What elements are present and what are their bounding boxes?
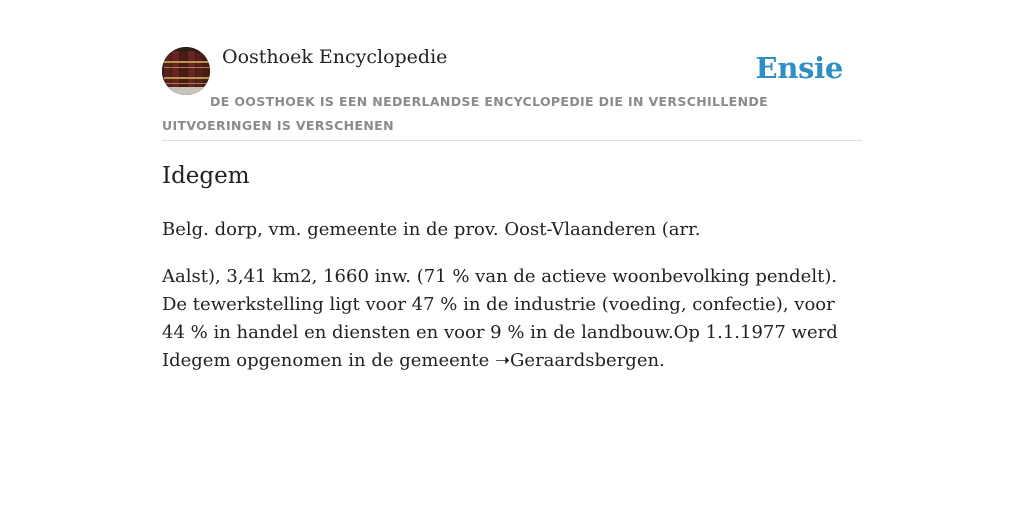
page (162, 0, 862, 512)
site-tagline: DE OOSTHOEK IS EEN NEDERLANDSE ENCYCLOPEDIE DIE IN VERSCHILLENDE UITVOERINGEN IS VERSCHENEN (162, 94, 768, 133)
article-paragraph-2 (162, 263, 862, 375)
header (162, 0, 862, 141)
brand-logo[interactable]: Ensie (755, 51, 843, 85)
paragraph-2-text: Aalst), 3,41 km2, 1660 inw. (71 % van de actieve woonbevolking pendelt). De tewerkstelling ligt voor 47 % in de industrie (voeding, confectie), voor 44 % in handel en diensten en voor 9 % in de landbouw.Op 1.1.1977 werd Idegem opgenomen in de gemeente (162, 266, 838, 371)
encyclopedia-avatar[interactable] (162, 47, 210, 95)
paragraph-2-end: . (659, 350, 665, 371)
geraardsbergen-link[interactable]: ➝Geraardsbergen (494, 350, 660, 371)
article-paragraph-1: Belg. dorp, vm. gemeente in de prov. Oost-Vlaanderen (arr. (162, 219, 701, 240)
site-title[interactable]: Oosthoek Encyclopedie (222, 46, 448, 68)
books-icon (162, 47, 210, 95)
article-title: Idegem (162, 163, 250, 189)
